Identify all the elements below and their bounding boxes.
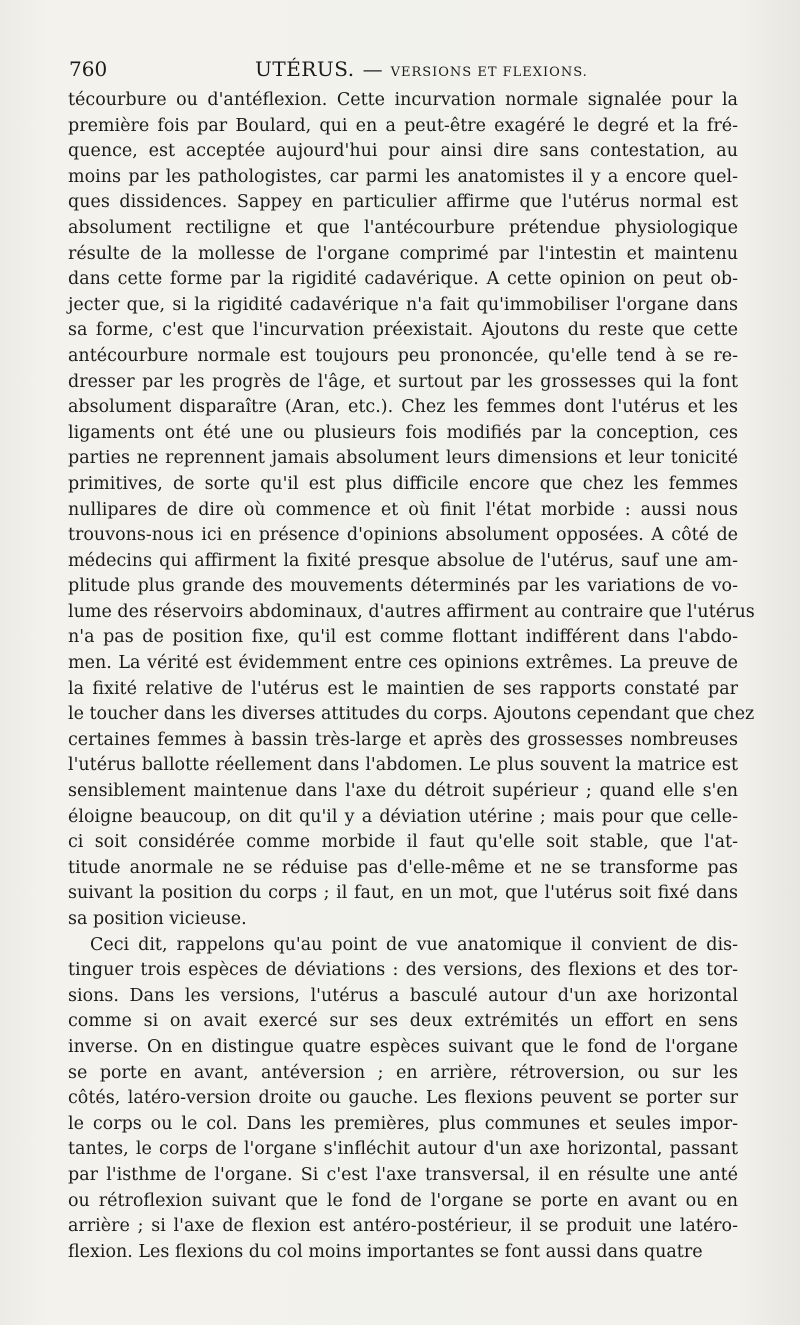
text-line: nullipares de dire où commence et où finit l'état morbide : aussi nous xyxy=(68,499,738,520)
text-line: suivant la position du corps ; il faut, en un mot, que l'utérus soit fixé dans xyxy=(68,883,738,904)
text-line: arrière ; si l'axe de flexion est antéro-postérieur, il se produit une latéro- xyxy=(68,1216,738,1237)
text-line: plitude plus grande des mouvements déterminés par les variations de vo- xyxy=(68,576,738,597)
paragraph xyxy=(68,88,755,933)
running-title-main: UTÉRUS. xyxy=(255,57,355,81)
text-line: flexion. Les flexions du col moins importantes se font aussi dans quatre xyxy=(68,1241,703,1262)
text-line: le corps ou le col. Dans les premières, plus communes et seules impor- xyxy=(68,1113,738,1134)
text-line: médecins qui affirment la fixité presque absolue de l'utérus, sauf une am- xyxy=(68,550,738,571)
text-line: absolument rectiligne et que l'antécourbure prétendue physiologique xyxy=(68,217,738,238)
text-line: dans cette forme par la rigidité cadavérique. A cette opinion on peut ob- xyxy=(68,269,738,290)
text-line: primitives, de sorte qu'il est plus difficile encore que chez les femmes xyxy=(68,473,738,494)
text-line: sions. Dans les versions, l'utérus a basculé autour d'un axe horizontal xyxy=(68,985,738,1006)
text-line: trouvons-nous ici en présence d'opinions absolument opposées. A côté de xyxy=(68,525,738,546)
text-line: première fois par Boulard, qui en a peut-être exagéré le degré et la fré- xyxy=(68,115,738,136)
text-line: sensiblement maintenue dans l'axe du détroit supérieur ; quand elle s'en xyxy=(68,781,738,802)
text-line: jecter que, si la rigidité cadavérique n'a fait qu'immobiliser l'organe dans xyxy=(68,294,738,315)
text-line: se porte en avant, antéversion ; en arrière, rétroversion, ou sur les xyxy=(68,1062,738,1083)
page-header xyxy=(69,53,739,85)
text-line: ligaments ont été une ou plusieurs fois modifiés par la conception, ces xyxy=(68,422,738,443)
paragraph xyxy=(68,933,738,1266)
text-line: técourbure ou d'antéflexion. Cette incurvation normale signalée pour la xyxy=(68,90,738,110)
running-title-dash: — xyxy=(362,57,383,81)
text-line: absolument disparaître (Aran, etc.). Chez les femmes dont l'utérus et les xyxy=(68,397,738,418)
text-line: men. La vérité est évidemment entre ces opinions extrêmes. La preuve de xyxy=(68,653,738,674)
text-line: lume des réservoirs abdominaux, d'autres affirment au contraire que l'utérus xyxy=(68,601,755,622)
text-line: ci soit considérée comme morbide il faut qu'elle soit stable, que l'at- xyxy=(68,832,738,853)
text-line: comme si on avait exercé sur ses deux extrémités un effort en sens xyxy=(68,1011,738,1032)
running-title-sub: VERSIONS ET FLEXIONS. xyxy=(390,65,588,80)
text-line: Ceci dit, rappelons qu'au point de vue anatomique il convient de dis- xyxy=(90,934,738,955)
text-line: sa position vicieuse. xyxy=(68,909,247,929)
text-line: côtés, latéro-version droite ou gauche. Les flexions peuvent se porter sur xyxy=(68,1088,738,1109)
text-line: titude anormale ne se réduise pas d'elle-même et ne se transforme pas xyxy=(68,857,738,878)
text-line: éloigne beaucoup, on dit qu'il y a déviation utérine ; mais pour que celle- xyxy=(68,806,738,827)
text-line: ques dissidences. Sappey en particulier affirme que l'utérus normal est xyxy=(68,192,738,213)
text-line: inverse. On en distingue quatre espèces suivant que le fond de l'organe xyxy=(68,1036,738,1057)
text-line: l'utérus ballotte réellement dans l'abdomen. Le plus souvent la matrice est xyxy=(68,755,738,776)
body-text xyxy=(68,88,755,1265)
text-line: le toucher dans les diverses attitudes du corps. Ajoutons cependant que chez xyxy=(68,704,755,725)
text-line: par l'isthme de l'organe. Si c'est l'axe transversal, il en résulte une anté xyxy=(68,1164,738,1185)
text-line: moins par les pathologistes, car parmi les anatomistes il y a encore quel- xyxy=(68,166,738,187)
text-line: résulte de la mollesse de l'organe comprimé par l'intestin et maintenu xyxy=(68,243,738,264)
text-line: sa forme, c'est que l'incurvation préexistait. Ajoutons du reste que cette xyxy=(68,320,738,341)
text-line: la fixité relative de l'utérus est le maintien de ses rapports constaté par xyxy=(68,678,738,699)
text-line: antécourbure normale est toujours peu prononcée, qu'elle tend à se re- xyxy=(68,345,738,366)
text-line: tinguer trois espèces de déviations : des versions, des flexions et des tor- xyxy=(68,960,738,981)
text-line: certaines femmes à bassin très-large et après des grossesses nombreuses xyxy=(68,729,738,750)
text-line: tantes, le corps de l'organe s'infléchit autour d'un axe horizontal, passant xyxy=(68,1139,738,1160)
text-line: ou rétroflexion suivant que le fond de l'organe se porte en avant ou en xyxy=(68,1190,738,1211)
text-line: quence, est acceptée aujourd'hui pour ainsi dire sans contestation, au xyxy=(68,141,738,162)
running-title xyxy=(255,53,588,89)
text-line: parties ne reprennent jamais absolument leurs dimensions et leur tonicité xyxy=(68,448,738,469)
text-line: n'a pas de position fixe, qu'il est comme flottant indifférent dans l'abdo- xyxy=(68,627,738,648)
page-number: 760 xyxy=(69,57,108,81)
text-line: dresser par les progrès de l'âge, et surtout par les grossesses qui la font xyxy=(68,371,738,392)
